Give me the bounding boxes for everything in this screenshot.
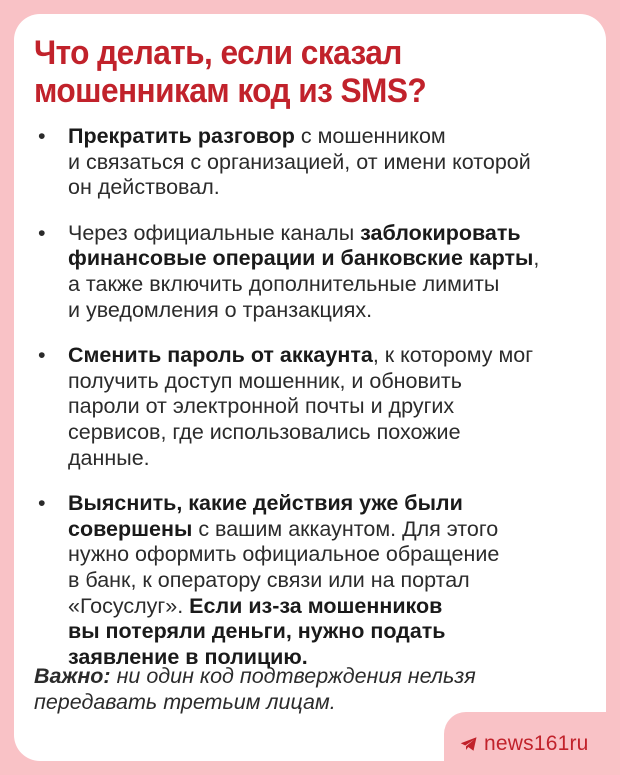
text-segment: сервисов, где использовались похожие (68, 419, 461, 444)
list-item-line (68, 420, 594, 446)
bold-text: финансовые операции и банковские карты (68, 246, 534, 271)
text-segment: с вашим аккаунтом. Для этого (192, 516, 499, 541)
page-title (34, 34, 555, 110)
title-line-1: Что делать, если сказал (34, 34, 402, 72)
note-text-1: ни один код подтверждения нельзя (110, 664, 476, 688)
text-segment: в банк, к оператору связи или на портал (68, 567, 470, 592)
list-item (34, 221, 594, 323)
bold-text: совершены (68, 516, 193, 541)
text-segment: и уведомления о транзакциях. (68, 297, 373, 322)
text-segment: Через официальные каналы (68, 220, 361, 245)
bold-text: Сменить пароль от аккаунта (68, 343, 373, 368)
list-item-line (68, 517, 594, 543)
bold-text: заблокировать (360, 220, 521, 245)
bold-text: заявление в полицию. (68, 644, 308, 669)
list-item-line (68, 568, 594, 594)
bold-text: Выяснить, какие действия уже были (68, 491, 463, 516)
list-item-line (68, 619, 594, 645)
list-item-line (68, 150, 594, 176)
list-item-line (68, 175, 594, 201)
note-line-2: передавать третьим лицам. (34, 689, 336, 714)
list-item (34, 491, 594, 670)
bullet-icon: • (38, 220, 46, 245)
title-line-2: мошенникам код из SMS? (34, 72, 427, 110)
bold-text: Прекратить разговор (68, 124, 295, 148)
list-item-line (68, 221, 594, 247)
text-segment: данные. (68, 445, 150, 470)
text-segment: и связаться с организацией, от имени которой (68, 149, 531, 174)
list-item-line (68, 369, 594, 395)
list-item-line (68, 394, 594, 420)
text-segment: с мошенником (294, 124, 446, 148)
list-item-line (68, 246, 594, 272)
source-handle: news161ru (484, 731, 589, 755)
list-item-line (68, 272, 594, 298)
list-item (34, 343, 594, 471)
list-item (34, 124, 594, 201)
list-item-line (68, 343, 594, 369)
list-item-line (68, 298, 594, 324)
note-label: Важно: (34, 664, 111, 688)
text-segment: а также включить дополнительные лимиты (68, 271, 500, 296)
text-segment: , (533, 246, 540, 271)
text-segment: получить доступ мошенник, и обновить (68, 368, 462, 393)
telegram-icon (460, 736, 478, 752)
text-segment: он действовал. (68, 175, 220, 200)
bullet-icon: • (38, 343, 46, 368)
text-segment: , к которому мог (372, 343, 534, 368)
text-segment: пароли от электронной почты и других (68, 394, 455, 419)
list-item-line (68, 594, 594, 620)
list-item-line (68, 491, 594, 517)
bullet-icon: • (38, 124, 46, 148)
important-note (34, 664, 554, 715)
bullet-icon: • (38, 491, 46, 516)
list-item-line (68, 542, 594, 568)
text-segment: нужно оформить официальное обращение (68, 542, 500, 567)
list-item-line (68, 124, 594, 150)
text-segment: «Госуслуг». (68, 593, 190, 618)
bold-text: вы потеряли деньги, нужно подать (68, 619, 446, 644)
bold-text: Если из-за мошенников (189, 593, 443, 618)
tips-list (34, 124, 594, 690)
source-badge[interactable] (444, 712, 620, 775)
note-line-1 (34, 664, 554, 690)
content-card (14, 14, 606, 761)
list-item-line (68, 446, 594, 472)
